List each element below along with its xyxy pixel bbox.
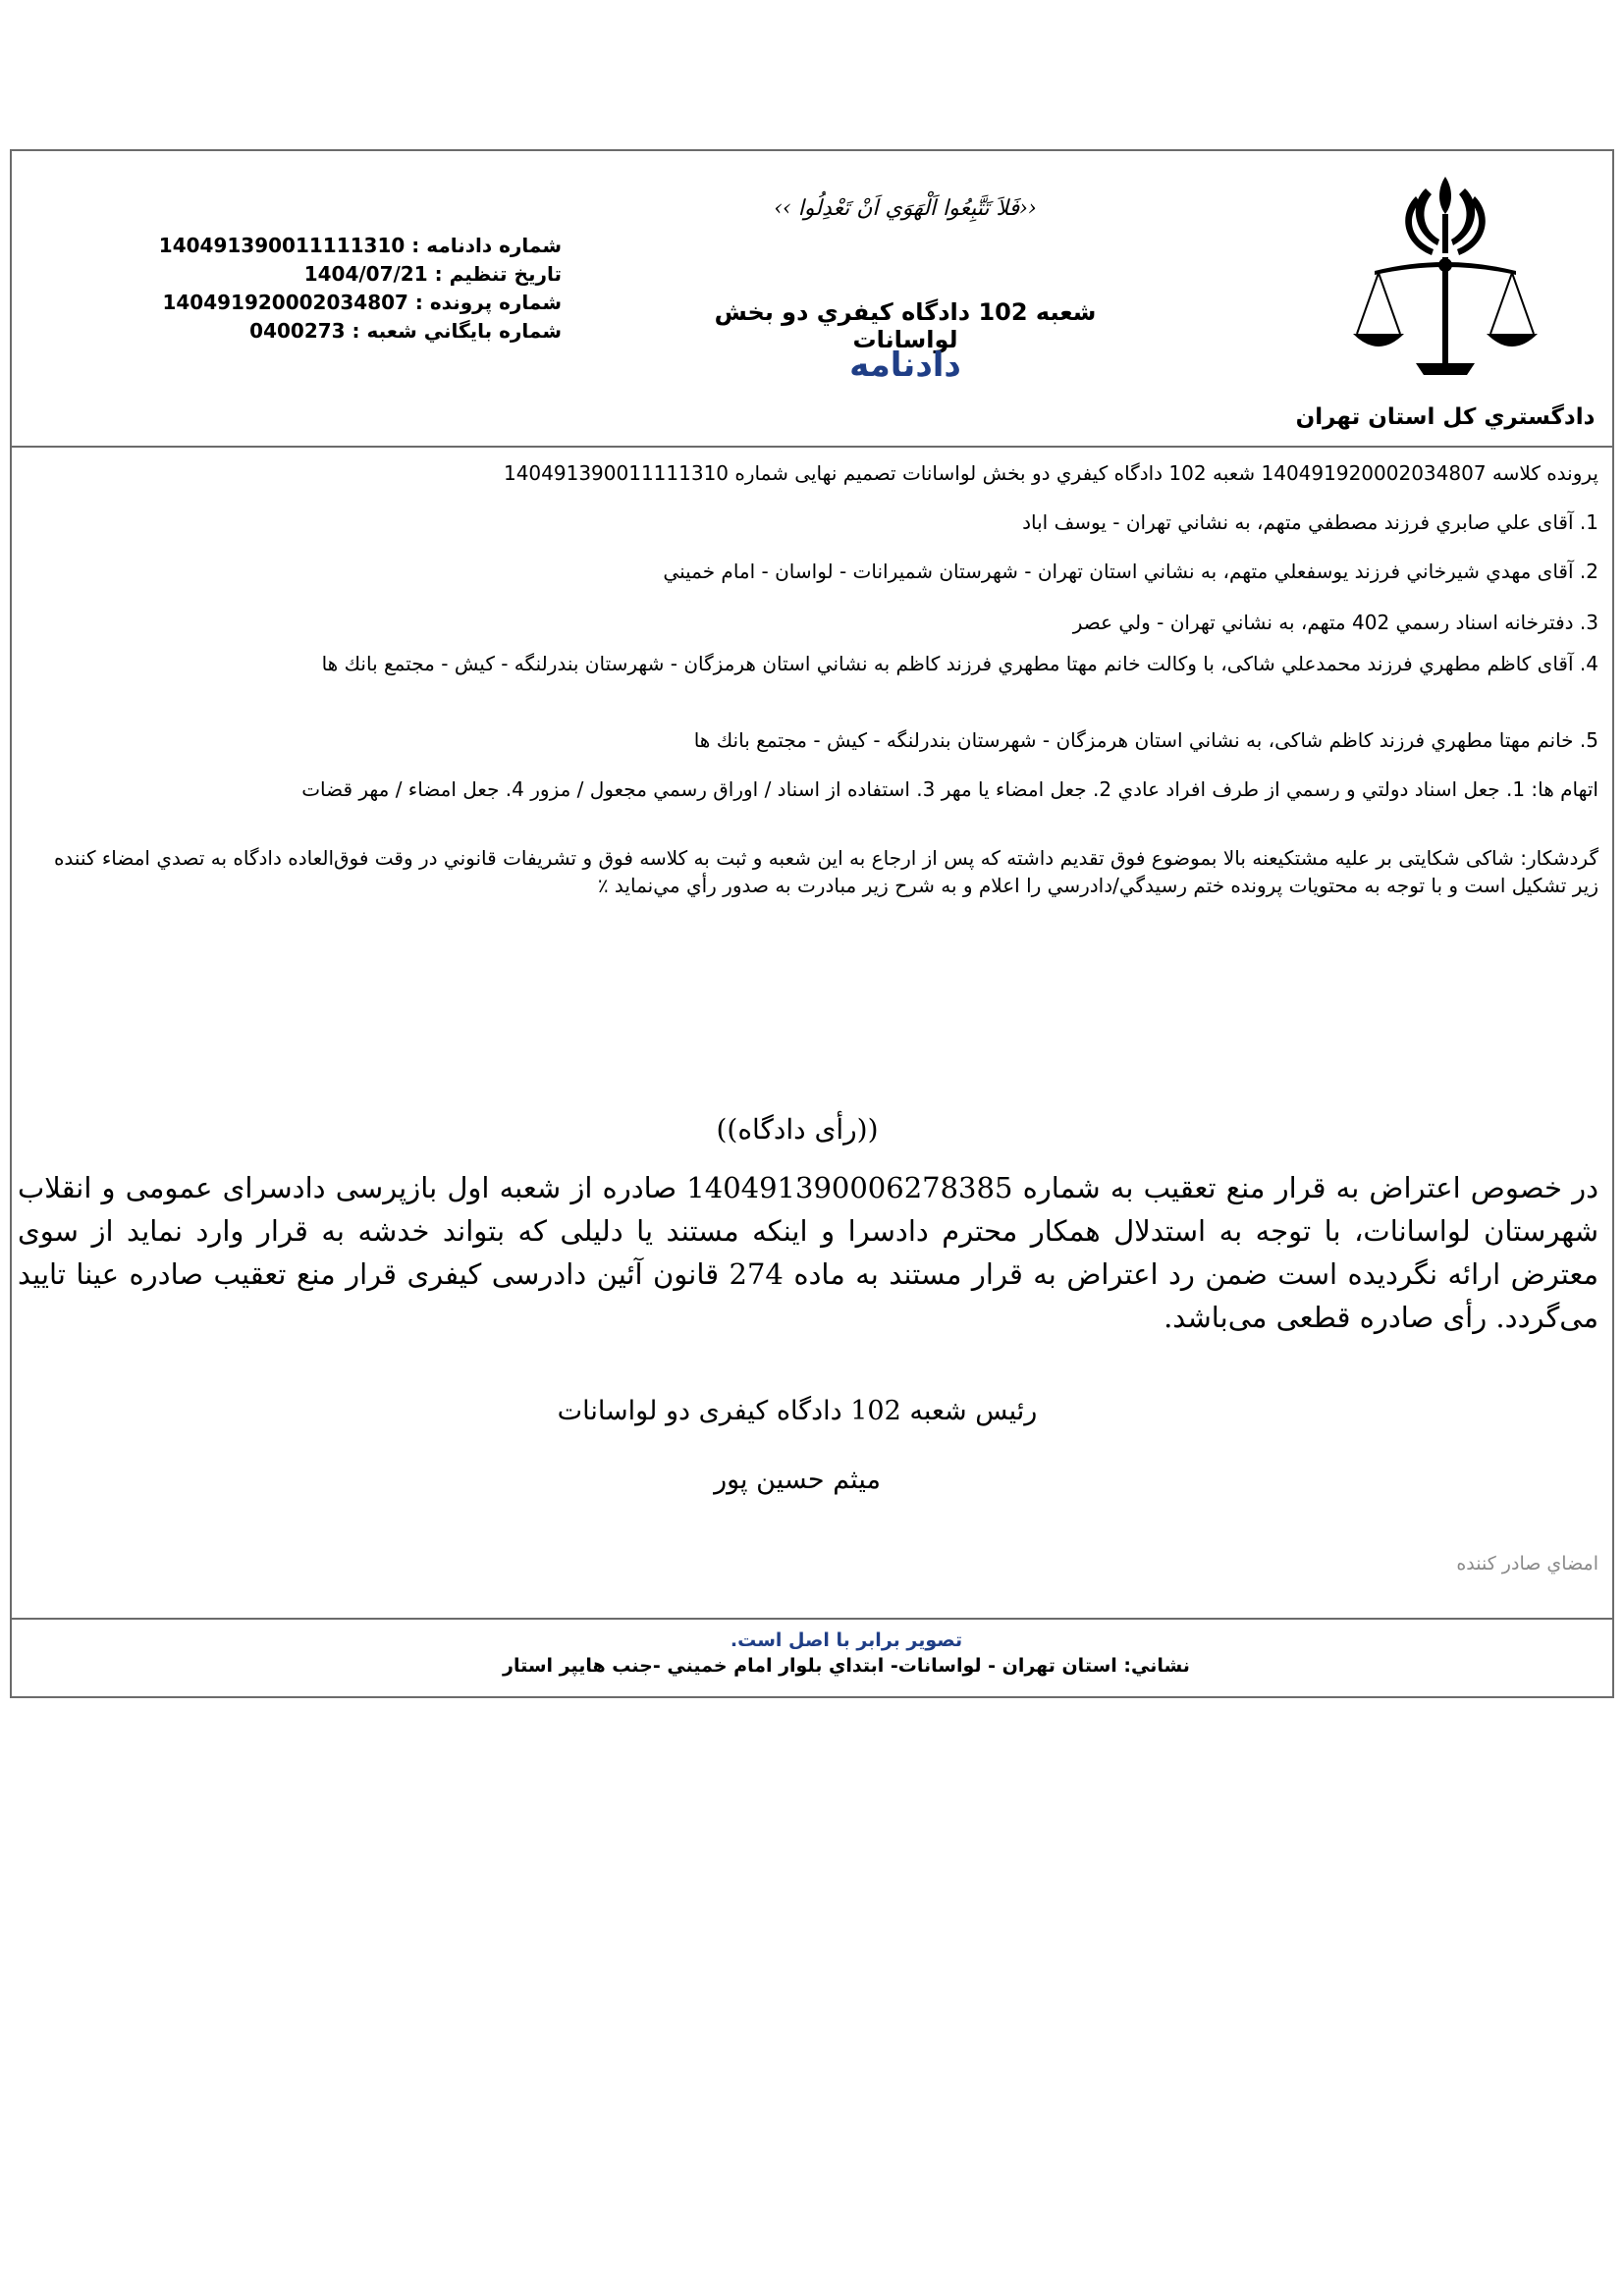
- judge-name: میثم حسین پور: [714, 1465, 881, 1495]
- judiciary-emblem-icon: [1347, 167, 1543, 397]
- party-3: 3. دفترخانه اسناد رسمي 402 متهم، به نشاني تهران - ولي عصر: [1072, 611, 1598, 634]
- case-line: پرونده کلاسه 140491920002034807 شعبه 102 دادگاه کيفري دو بخش لواسانات تصميم نهايی شماره 140491390011111310: [503, 461, 1598, 485]
- court-address: نشاني: استان تهران - لواسانات- ابتداي بلوار امام خميني -جنب هايپر استار: [503, 1655, 1190, 1677]
- quran-verse: ‹‹فَلاَ تَتَّبِعُوا اَلْهَوَي اَنْ تَعْدِلُوا ››: [774, 196, 1037, 221]
- party-4: 4. آقای کاظم مطهري فرزند محمدعلي شاکی، با وکالت خانم مهتا مطهري فرزند کاظم به نشاني استان هرمزگان - شهرستان بندرلنگه - کيش - مجتمع بانك ها: [321, 652, 1598, 675]
- judge-title: رئیس شعبه 102 دادگاه کیفری دو لواسانات: [557, 1396, 1038, 1426]
- verdict-number: شماره دادنامه : 140491390011111310: [158, 234, 562, 257]
- charges: اتهام ها: 1. جعل اسناد دولتي و رسمي از طرف افراد عادي 2. جعل امضاء يا مهر 3. استفاده از اسناد / اوراق رسمي مجعول / مزور 4. جعل امضاء / مهر قضات: [301, 777, 1598, 801]
- document-frame: [10, 149, 1614, 1698]
- party-5: 5. خانم مهتا مطهري فرزند کاظم شاکی، به نشاني استان هرمزگان - شهرستان بندرلنگه - کيش - مجتمع بانك ها: [693, 728, 1598, 752]
- court-branch-title: شعبه 102 دادگاه کيفري دو بخش لواسانات: [714, 298, 1097, 353]
- ruling-title: ((رأی دادگاه)): [716, 1113, 879, 1146]
- case-metadata: [149, 232, 562, 346]
- proceedings: گردشکار: شاکی شکايتی بر عليه مشتکیعنه بالا بموضوع فوق تقديم داشته که پس از ارجاع به اين شعبه و ثبت به کلاسه فوق و تشريفات قانوني در وقت فوق‌العاده دادگاه به تصدي امضاء کننده زير تشکيل است و با توجه به محتويات پرونده ختم رسيدگي/دادرسي را اعلام و به شرح زير مبادرت به صدور رأي مي‌نمايد ٪: [53, 846, 1598, 897]
- case-number: شماره پرونده : 140491920002034807: [162, 291, 562, 314]
- party-1: 1. آقای علي صابري فرزند مصطفي متهم، به نشاني تهران - يوسف اباد: [1022, 510, 1598, 534]
- header-divider: [12, 446, 1612, 448]
- signature-label: امضاي صادر کننده: [1456, 1553, 1598, 1575]
- document-title: دادنامه: [849, 346, 961, 385]
- archive-number: شماره بايگاني شعبه : 0400273: [249, 319, 562, 343]
- certified-copy-note: تصوير برابر با اصل است.: [730, 1629, 963, 1651]
- issue-date: تاريخ تنظيم : 1404/07/21: [303, 262, 562, 286]
- logo-caption: دادگستري کل استان تهران: [1295, 404, 1596, 430]
- ruling-text: در خصوص اعتراض به قرار منع تعقیب به شماره 140491390006278385 صادره از شعبه اول بازپرسی دادسرای عمومی و انقلاب شهرستان لواسانات، با توجه به استدلال همکار محترم دادسرا و اینکه مستند یا دلیلی که بتواند خدشه به قرار وارد نماید از سوی معترض ارائه نگردیده است ضمن رد اعتراض به قرار مستند به ماده 274 قانون آئین دادرسی کیفری قرار منع تعقیب صادره عینا تایید می‌گردد. رأی صادره قطعی می‌باشد.: [18, 1171, 1598, 1334]
- party-2: 2. آقای مهدي شيرخاني فرزند يوسفعلي متهم، به نشاني استان تهران - شهرستان شميرانات - لواسان - امام خميني: [663, 560, 1598, 583]
- footer-divider: [12, 1618, 1612, 1620]
